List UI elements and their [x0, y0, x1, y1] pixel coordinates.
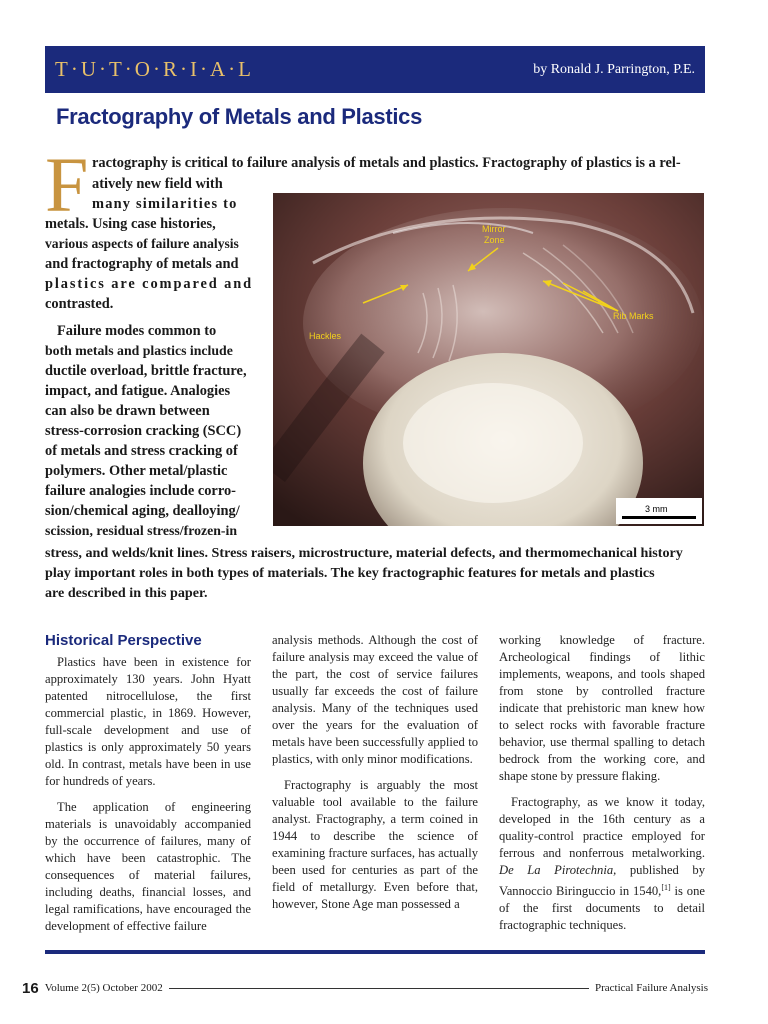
journal-name: Practical Failure Analysis: [594, 982, 708, 994]
para2-line-1: Failure modes common to: [57, 323, 217, 339]
col2-paragraph-1: analysis methods. Although the cost of failure analysis may exceed the value of the part, the cost of service failures usually far exceeds the cost of failure analysis. Many of the techniques used over the years for the evaluation of metals have been successfully applied to plastics, with only minor modifications.: [272, 633, 478, 766]
scale-bar: [622, 516, 696, 519]
para2-line-11: scission, residual stress/frozen-in: [45, 523, 238, 538]
body-column-2: [272, 632, 478, 922]
body-column-1: [45, 632, 251, 944]
para2-full-line-3: are described in this paper.: [45, 585, 208, 601]
col1-paragraph-1: Plastics have been in existence for approximately 130 years. John Hyatt patented nitrocellulose, the first commercial plastic, in 1869. However, full-scale development and use of plastics is only approximately 50 years old. In contrast, metals have been in use for hundreds of years.: [45, 655, 251, 788]
citation-ref[interactable]: [1]: [661, 883, 671, 892]
body-column-3: [499, 632, 705, 943]
abstract-line-6: and fractography of metals and: [45, 256, 239, 272]
section-heading: Historical Perspective: [45, 632, 202, 649]
article-title: Fractography of Metals and Plastics: [56, 104, 423, 129]
section-label: T·U·T·O·R·I·A·L: [55, 57, 254, 81]
abstract-line-1: ractography is critical to failure analysis of metals and plastics. Fractography of plastics is a rel-: [92, 155, 681, 171]
col2-paragraph-2: Fractography is arguably the most valuable tool available to the failure analyst. Fractography, a term coined in 1944 to describe the science of examining fracture surfaces, has actually been used for centuries as part of the field of metallurgy. Even before that, however, Stone Age man possessed a: [272, 778, 478, 911]
drop-cap: F: [45, 141, 89, 228]
abstract-line-8: contrasted.: [45, 296, 114, 312]
footer-rule: [169, 988, 589, 989]
para2-line-7: of metals and stress cracking of: [45, 443, 238, 459]
para2-line-3: ductile overload, brittle fracture,: [45, 363, 247, 379]
page-number: 16: [22, 979, 39, 997]
author-byline: by Ronald J. Parrington, P.E.: [533, 61, 695, 77]
fracture-photo: [273, 193, 704, 526]
bottom-rule: [45, 950, 705, 954]
tutorial-banner: [45, 46, 705, 93]
col3-paragraph-1: working knowledge of fracture. Archeological findings of lithic implements, weapons, and tools shaped from stone by controlled fracture indicate that prehistoric man knew how to select rocks with favorable fracture behavior, use thermal spalling to detach bedrock from the working core, and shape stone by pressure flaking.: [499, 633, 705, 783]
para2-line-5: can also be drawn between: [45, 403, 210, 419]
rib-marks-label: Rib Marks: [613, 311, 654, 321]
para2-full-line-1: stress, and welds/knit lines. Stress raisers, microstructure, material defects, and thermomechanical history: [45, 545, 683, 561]
para2-line-2: both metals and plastics include: [45, 343, 233, 358]
para2-line-10: sion/chemical aging, dealloying/: [45, 503, 240, 519]
abstract-line-2: atively new field with: [92, 176, 223, 192]
para2-full-line-2: play important roles in both types of materials. The key fractographic features for metals and plastics: [45, 565, 655, 581]
para2-line-4: impact, and fatigue. Analogies: [45, 383, 231, 399]
para2-line-9: failure analogies include corro-: [45, 483, 236, 499]
col3-paragraph-2: Fractography, as we know it today, developed in the 16th century as a quality-control practice employed for ferrous and nonferrous metalworking. De La Pirotechnia, published by Vannoccio Biringuccio in 1540,[1] is one of the first documents to detail fractographic techniques.: [499, 795, 705, 933]
issue-info: Volume 2(5) October 2002: [44, 982, 163, 994]
abstract-line-4: metals. Using case histories,: [45, 216, 216, 232]
page-footer: [22, 978, 708, 998]
para2-line-6: stress-corrosion cracking (SCC): [45, 423, 242, 439]
mirror-zone-label-1: Mirror: [482, 224, 506, 234]
mirror-zone-label-2: Zone: [484, 235, 505, 245]
abstract-line-5: various aspects of failure analysis: [45, 236, 239, 251]
scale-bar-label: 3 mm: [645, 504, 668, 514]
para2-line-8: polymers. Other metal/plastic: [45, 463, 228, 479]
hackles-label: Hackles: [309, 331, 342, 341]
abstract-line-7: plastics are compared and: [45, 276, 254, 292]
col1-paragraph-2: The application of engineering materials is unavoidably accompanied by the occurrence of failures, many of which have been catastrophic. The consequences of material failures, including deaths, financial losses, and legal ramifications, have encouraged the development of effective failure: [45, 800, 251, 933]
abstract-line-3: many similarities to: [92, 196, 238, 212]
